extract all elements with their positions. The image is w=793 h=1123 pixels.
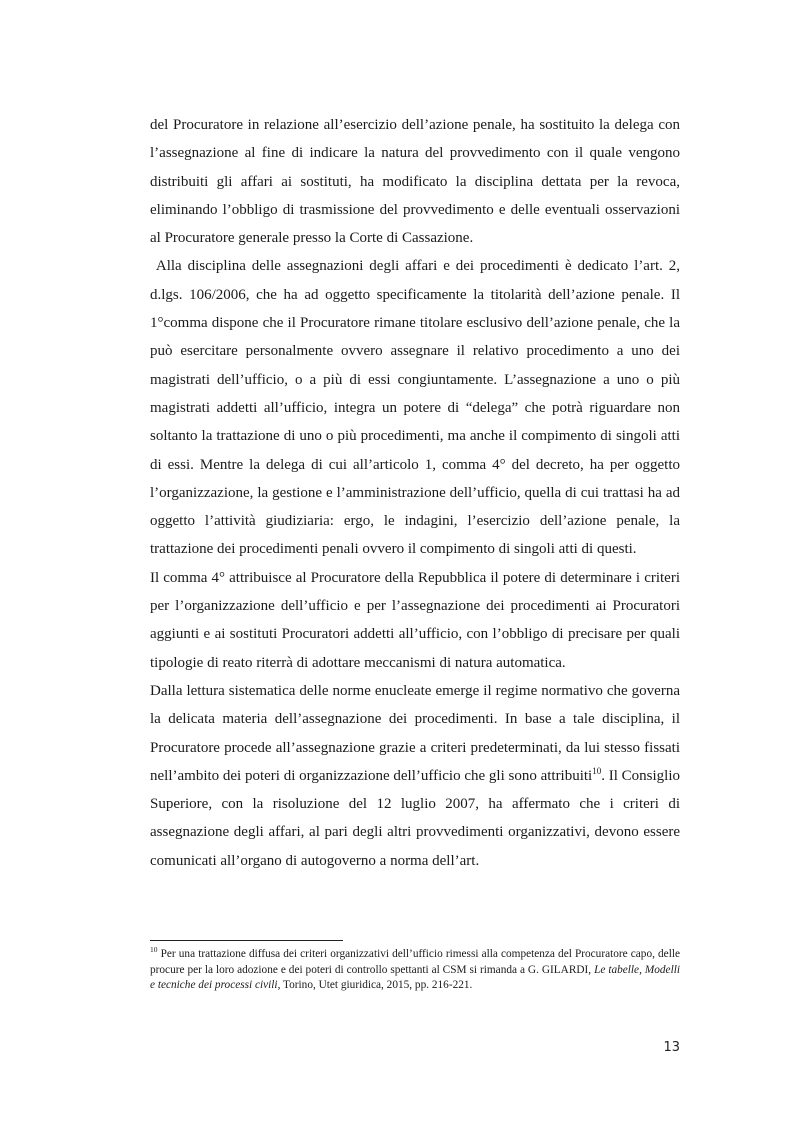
paragraph-4-text-b: . Il Consiglio Superiore, con la risoluzione del 12 luglio 2007, ha affermato che i criteri di assegnazione degli affari, al pari degli altri provvedimenti organizzativi, devono essere comunicati all’organo di autogoverno a norma dell’art. — [150, 767, 680, 869]
paragraph-2-text: Alla disciplina delle assegnazioni degli affari e dei procedimenti è dedicato l’art. 2, d.lgs. 106/2006, che ha ad oggetto specificamente la titolarità dell’azione penale. Il 1°comma dispone che il Procuratore rimane titolare esclusivo dell’azione penale, che la può esercitare personalmente ovvero assegnare il relativo procedimento a uno dei magistrati dell’ufficio, o a più di essi congiuntamente. L’assegnazione a uno o più magistrati addetti all’ufficio, integra un potere di “delega” che potrà riguardare non soltanto la trattazione di uno o più procedimenti, ma anche il compimento di singoli atti di essi. Mentre la delega di cui all’articolo 1, comma 4° del decreto, ha per oggetto l’organizzazione, la gestione e l’amministrazione dell’ufficio, quella di cui trattasi ha ad oggetto l’attività giudiziaria: ergo, le indagini, l’esercizio dell’azione penale, la trattazione dei procedimenti penali ovvero il compimento di singoli atti di questi. — [150, 258, 681, 558]
paragraph-4-text-a: Dalla lettura sistematica delle norme enucleate emerge il regime normativo che governa la delicata materia dell’assegnazione dei procedimenti. In base a tale disciplina, il Procuratore procede all’assegnazione grazie a criteri predeterminati, da lui stesso fissati nell’ambito dei poteri di organizzazione dell’ufficio che gli sono attribuiti — [150, 682, 680, 784]
paragraph-3: Il comma 4° attribuisce al Procuratore della Repubblica il potere di determinare i criteri per l’organizzazione dell’ufficio e per l’assegnazione dei procedimenti ai Procuratori aggiunti e ai sostituti Procuratori addetti all’ufficio, con l’obbligo di precisare per quali tipologie di reato riterrà di adottare meccanismi di natura automatica. — [150, 569, 680, 671]
footnote — [150, 947, 680, 994]
page-number: 13 — [663, 1040, 680, 1055]
body-text — [150, 111, 680, 875]
footnote-text-b: , Torino, Utet giuridica, 2015, pp. 216-221. — [277, 979, 473, 992]
paragraph-2 — [150, 252, 680, 563]
footnote-reference: 10 — [592, 765, 602, 776]
footnote-book-title: Le tabelle, Modelli e tecniche dei processi civili — [150, 963, 680, 992]
paragraph-4 — [150, 677, 680, 875]
footnote-number: 10 — [150, 945, 158, 955]
footnote-separator — [150, 940, 343, 941]
paragraph-1: del Procuratore in relazione all’esercizio dell’azione penale, ha sostituito la delega con l’assegnazione al fine di indicare la natura del provvedimento con il quale vengono distribuiti gli affari ai sostituti, ha modificato la disciplina dettata per la revoca, eliminando l’obbligo di trasmissione del provvedimento e delle eventuali osservazioni al Procuratore generale presso la Corte di Cassazione. — [150, 117, 680, 247]
footnote-text-a: Per una trattazione diffusa dei criteri organizzativi dell’ufficio rimessi alla competenza del Procuratore capo, delle procure per la loro adozione e dei poteri di controllo spettanti al CSM si rimanda a G. GILARDI, — [150, 948, 680, 976]
